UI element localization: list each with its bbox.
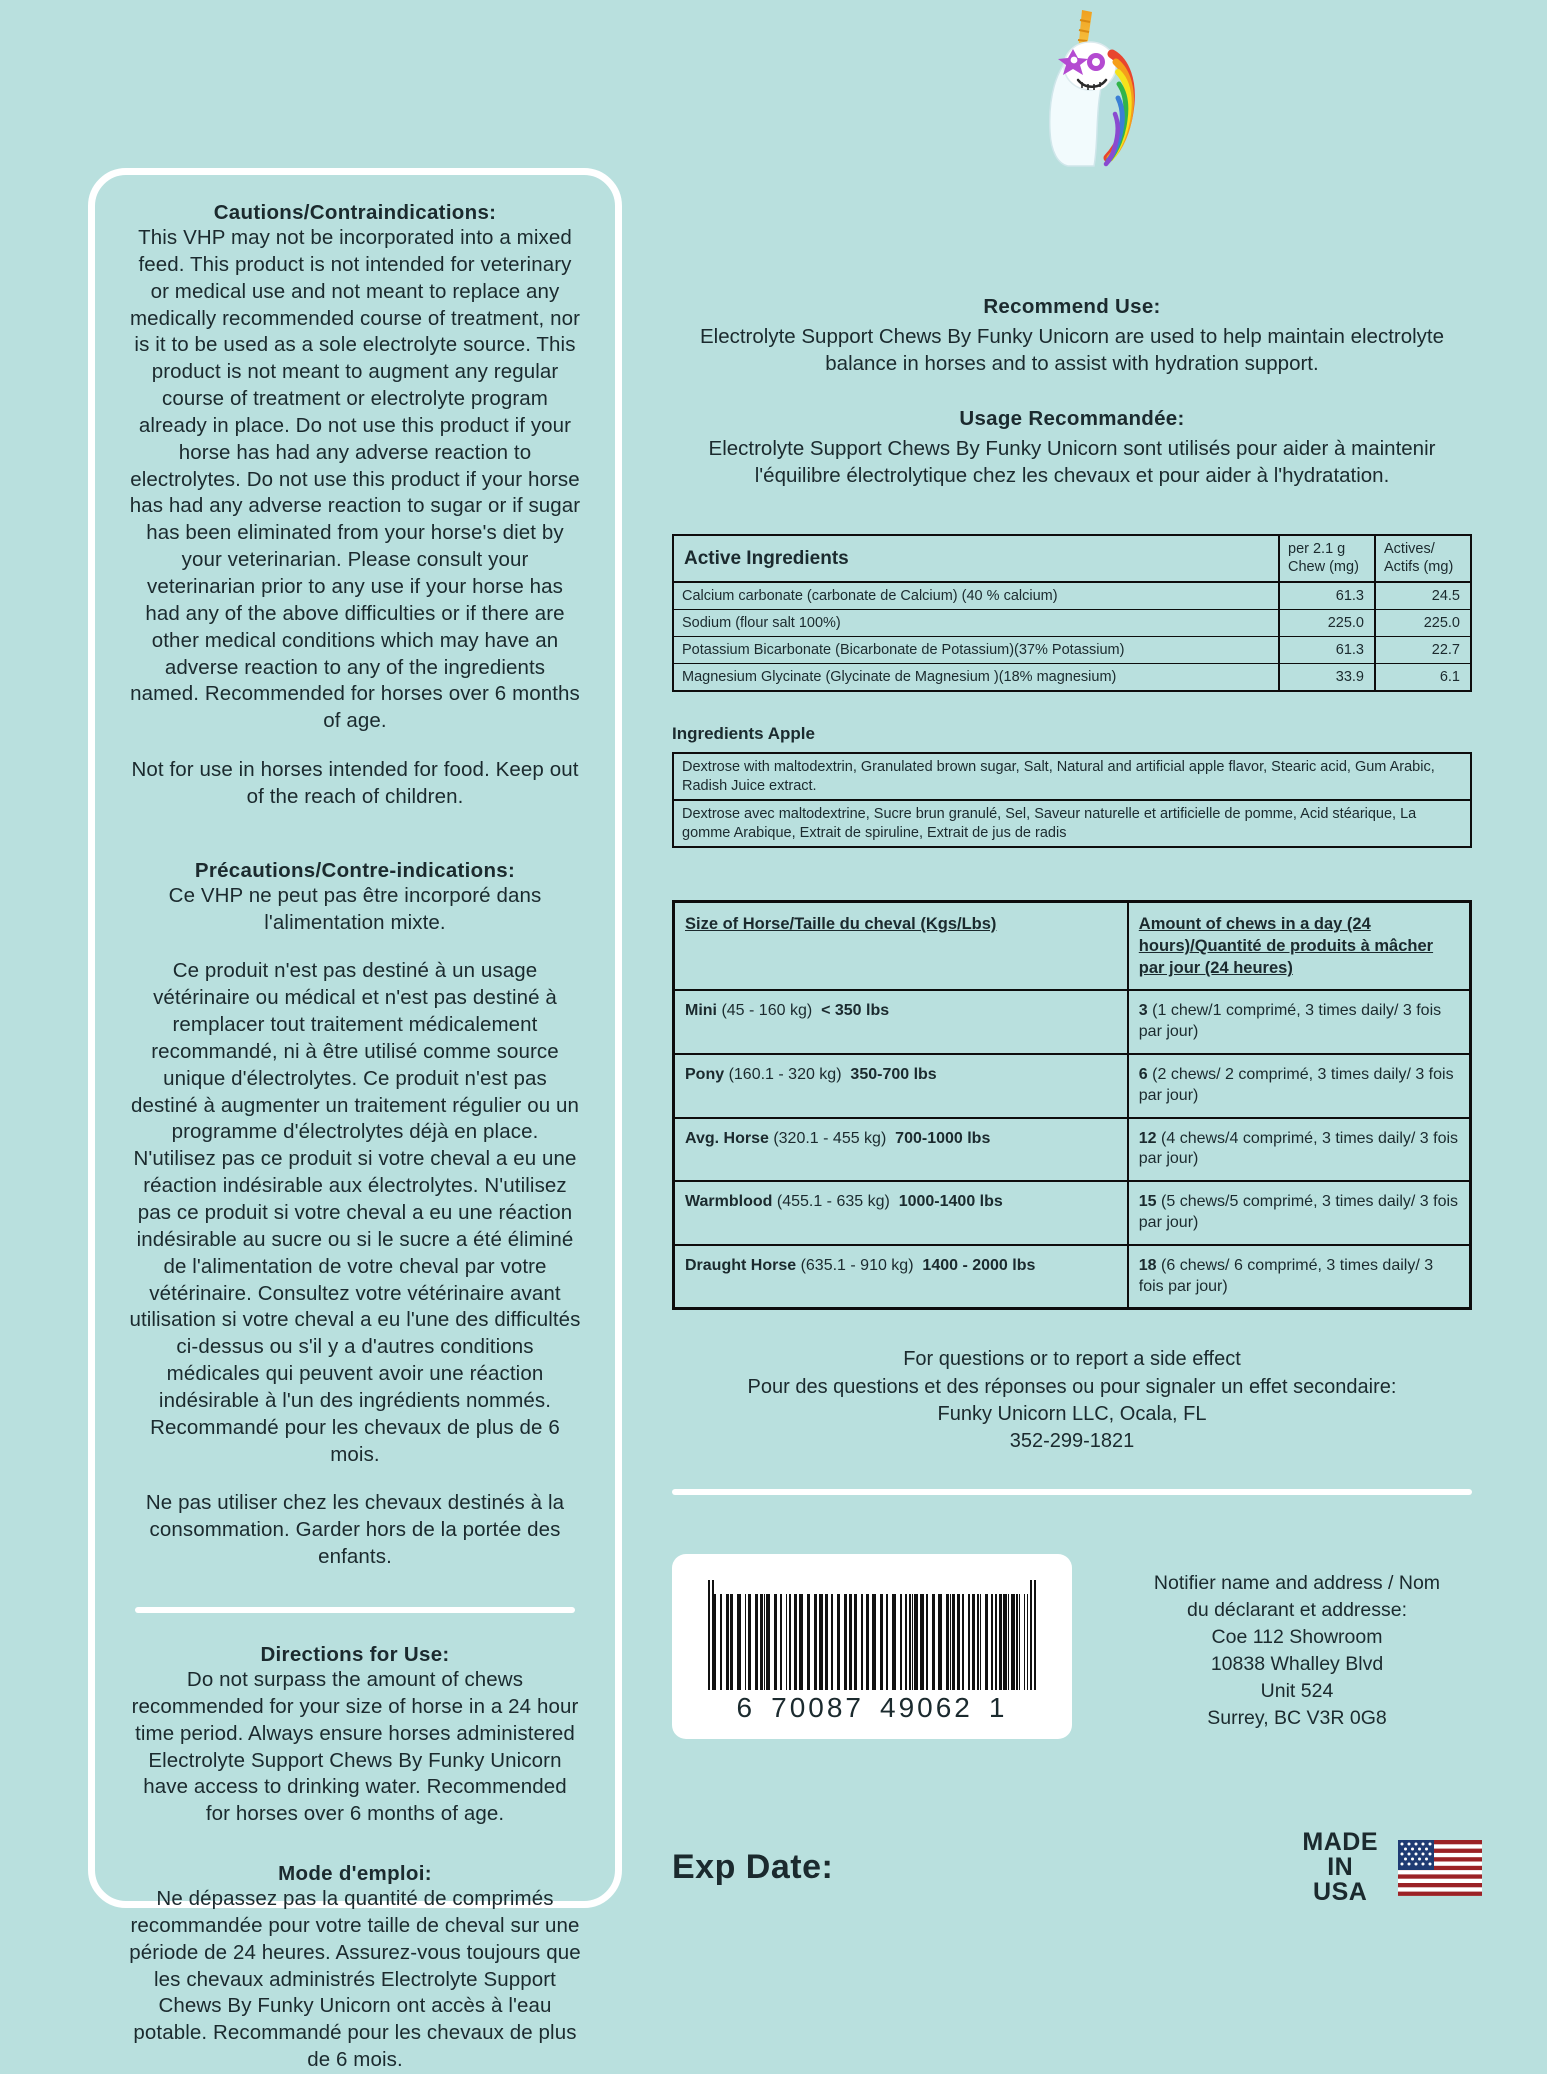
mode-emploi-heading: Mode d'emploi: — [278, 1862, 432, 1886]
made-in-usa-block — [1302, 1830, 1482, 1905]
unicorn-logo — [1020, 6, 1150, 171]
notifier-line-3: Unit 524 — [1260, 1679, 1334, 1702]
chew-amount-cell — [1128, 1118, 1471, 1182]
chew-amount-cell — [1128, 1181, 1471, 1245]
ingredient-actives: 225.0 — [1375, 609, 1471, 636]
ingredients-english: Dextrose with maltodextrin, Granulated brown sugar, Salt, Natural and artificial apple flavor, Stearic acid, Gum Arabic, Radish Juice extract. — [673, 753, 1471, 800]
size-of-horse-header: Size of Horse/Taille du cheval (Kgs/Lbs) — [674, 902, 1128, 991]
table-row — [674, 1118, 1471, 1182]
chew-amount-cell — [1128, 1245, 1471, 1309]
horse-size-lbs: 350-700 lbs — [850, 1066, 937, 1084]
barcode-card — [672, 1554, 1072, 1739]
ingredient-actives: 22.7 — [1375, 636, 1471, 663]
table-header-row — [674, 902, 1471, 991]
chew-amount-cell — [1128, 990, 1471, 1054]
footer-row — [672, 1830, 1482, 1905]
chew-amount-detail: (6 chews/ 6 comprimé, 3 times daily/ 3 fois par jour) — [1138, 1256, 1434, 1295]
table-row — [673, 636, 1471, 663]
recommend-use-block — [672, 295, 1472, 377]
ingredient-name: Sodium (flour salt 100%) — [673, 609, 1279, 636]
chew-amount-number: 15 — [1138, 1193, 1157, 1211]
notifier-heading-1: Notifier name and address / Nom — [1153, 1572, 1441, 1594]
table-row — [673, 753, 1471, 800]
barcode-digit-group: 6 — [736, 1691, 756, 1723]
actives-header: Actives/ Actifs (mg) — [1375, 535, 1471, 582]
cautions-note: Not for use in horses intended for food. Keep out of the reach of children. — [131, 758, 579, 808]
right-content-column — [672, 295, 1472, 1495]
notifier-block — [1112, 1554, 1482, 1731]
chew-amount-number: 6 — [1138, 1066, 1148, 1084]
usage-recommandee-block — [672, 407, 1472, 489]
horse-size-lbs: 1400 - 2000 lbs — [922, 1256, 1036, 1274]
barcode-notifier-row — [672, 1554, 1482, 1739]
horse-size-cell — [674, 1054, 1128, 1118]
horse-size-cell — [674, 1118, 1128, 1182]
ingredients-table — [672, 752, 1472, 848]
made-line-1: MADE — [1302, 1828, 1378, 1856]
table-row — [673, 609, 1471, 636]
amount-of-chews-header: Amount of chews in a day (24 hours)/Quantité de produits à mâcher par jour (24 heures) — [1128, 902, 1471, 991]
unicorn-icon — [1020, 6, 1150, 171]
notifier-heading-2: du déclarant et addresse: — [1186, 1598, 1408, 1621]
chew-amount-number: 18 — [1138, 1256, 1157, 1274]
contact-phone: 352-299-1821 — [1009, 1430, 1135, 1453]
panel-divider — [135, 1607, 575, 1613]
ingredient-name: Calcium carbonate (carbonate de Calcium) (40 % calcium) — [673, 582, 1279, 610]
left-info-panel — [88, 168, 622, 2072]
table-row — [674, 1054, 1471, 1118]
table-row — [673, 582, 1471, 610]
contact-line-3: Funky Unicorn LLC, Ocala, FL — [937, 1402, 1207, 1425]
ingredient-per-chew: 61.3 — [1279, 636, 1375, 663]
usa-flag-icon — [1398, 1840, 1482, 1896]
active-ingredients-title: Active Ingredients — [673, 535, 1279, 582]
horse-size-label: Avg. Horse — [685, 1129, 769, 1147]
horse-size-label: Warmblood — [685, 1193, 773, 1211]
ingredient-name: Potassium Bicarbonate (Bicarbonate de Potassium)(37% Potassium) — [673, 636, 1279, 663]
footer-divider — [672, 1489, 1472, 1495]
contact-line-2: Pour des questions et des réponses ou pour signaler un effet secondaire: — [747, 1375, 1397, 1398]
ingredient-per-chew: 61.3 — [1279, 582, 1375, 610]
chew-amount-detail: (2 chews/ 2 comprimé, 3 times daily/ 3 fois par jour) — [1138, 1066, 1454, 1104]
table-row — [674, 990, 1471, 1054]
horse-size-label: Draught Horse — [685, 1256, 797, 1274]
horse-size-kg: (320.1 - 455 kg) — [773, 1129, 887, 1147]
recommend-use-heading: Recommend Use: — [983, 295, 1161, 318]
horse-size-kg: (635.1 - 910 kg) — [800, 1256, 914, 1274]
usage-recommandee-body: Electrolyte Support Chews By Funky Unicorn sont utilisés pour aider à maintenir l'équilibre électrolytique chez les chevaux et pour aider à l'hydratation. — [708, 437, 1436, 488]
made-in-usa-text — [1302, 1830, 1378, 1905]
horse-size-kg: (45 - 160 kg) — [721, 1002, 813, 1020]
precautions-body-2: Ce produit n'est pas destiné à un usage vétérinaire ou médical et n'est pas destiné à remplacer tout traitement médicalement recommandé, ni à être utilisé comme source unique d'électrolytes. Ce produit n'est pas destiné à augmenter un traitement régulier ou un programme d'électrolytes déjà en place. N'utilisez pas ce produit si votre cheval a eu une réaction indésirable aux électrolytes. N'utilisez pas ce produit si votre cheval a eu une réaction indésirable au sucre ou si le sucre a été éliminé de l'alimentation de votre cheval par votre vétérinaire. Consultez votre vétérinaire avant utilisation si votre cheval a eu l'une des difficultés ci-dessus ou s'il y a d'autres conditions médicales qui peuvent avoir une réaction indésirable à l'un des ingrédients nommés. Recommandé pour les chevaux de plus de 6 mois. — [129, 959, 581, 1466]
per-chew-header: per 2.1 g Chew (mg) — [1279, 535, 1375, 582]
usage-recommandee-heading: Usage Recommandée: — [959, 407, 1185, 431]
ingredients-french: Dextrose avec maltodextrine, Sucre brun granulé, Sel, Saveur naturelle et artificielle de pomme, Acid stéarique, La gomme Arabique, Extrait de spiruline, Extrait de jus de radis — [682, 806, 1417, 841]
horse-size-cell — [674, 1181, 1128, 1245]
chew-amount-detail: (5 chews/5 comprimé, 3 times daily/ 3 fois par jour) — [1138, 1193, 1459, 1232]
cautions-body: This VHP may not be incorporated into a mixed feed. This product is not intended for veterinary or medical use and not meant to replace any medically recommended course of treatment, nor is it to be used as a sole electrolyte source. This product is not meant to augment any regular course of treatment or electrolyte program already in place. Do not use this product if your horse has had any adverse reaction to electrolytes. Do not use this product if your horse has had any adverse reaction to sugar or if sugar has been eliminated from your horse's diet by your veterinarian. Please consult your veterinarian prior to any use if your horse has had any of the above difficulties or if there are other medical conditions which may have an adverse reaction to any of the ingredients named. Recommended for horses over 6 months of age. — [129, 226, 581, 733]
made-line-3: USA — [1313, 1878, 1368, 1906]
ingredient-actives: 24.5 — [1375, 582, 1471, 610]
chew-amount-number: 3 — [1138, 1002, 1148, 1020]
notifier-line-2: 10838 Whalley Blvd — [1210, 1652, 1384, 1675]
table-header-row — [673, 535, 1471, 582]
barcode-digit-group: 49062 — [880, 1691, 973, 1723]
horse-size-cell — [674, 990, 1128, 1054]
active-ingredients-table — [672, 534, 1472, 692]
cautions-heading: Cautions/Contraindications: — [213, 201, 497, 224]
barcode-digits — [737, 1692, 1008, 1724]
horse-size-kg: (160.1 - 320 kg) — [728, 1066, 842, 1084]
contact-line-1: For questions or to report a side effect — [903, 1348, 1241, 1371]
table-row — [673, 800, 1471, 847]
ingredient-per-chew: 33.9 — [1279, 663, 1375, 691]
directions-body: Do not surpass the amount of chews recommended for your size of horse in a 24 hour time period. Always ensure horses administered Electrolyte Support Chews By Funky Unicorn have access to drinking water. Recommended for horses over 6 months of age. — [131, 1667, 579, 1826]
table-row — [674, 1245, 1471, 1309]
chew-amount-detail: (4 chews/4 comprimé, 3 times daily/ 3 fois par jour) — [1138, 1129, 1459, 1168]
precautions-note: Ne pas utiliser chez les chevaux destinés à la consommation. Garder hors de la portée des enfants. — [145, 1491, 565, 1569]
table-row — [674, 1181, 1471, 1245]
ingredient-name: Magnesium Glycinate (Glycinate de Magnesium )(18% magnesium) — [673, 663, 1279, 691]
ingredients-title: Ingredients Apple — [672, 723, 815, 743]
table-row — [673, 663, 1471, 691]
recommend-use-body: Electrolyte Support Chews By Funky Unicorn are used to help maintain electrolyte balance in horses and to assist with hydration support. — [699, 325, 1445, 376]
chew-amount-detail: (1 chew/1 comprimé, 3 times daily/ 3 fois par jour) — [1138, 1002, 1442, 1041]
exp-date-label: Exp Date: — [672, 1848, 834, 1886]
mode-emploi-body: Ne dépassez pas la quantité de comprimés recommandée pour votre taille de cheval sur une période de 24 heures. Assurez-vous toujours que les chevaux administrés Electrolyte Support Chews By Funky Unicorn ont accès à l'eau potable. Recommandé pour les chevaux de plus de 6 mois. — [129, 1887, 581, 2072]
horse-size-lbs: < 350 lbs — [821, 1002, 890, 1020]
ingredient-actives: 6.1 — [1375, 663, 1471, 691]
contact-block — [672, 1346, 1472, 1455]
horse-size-lbs: 1000-1400 lbs — [898, 1193, 1003, 1211]
precautions-heading: Précautions/Contre-indications: — [194, 858, 516, 882]
horse-size-kg: (455.1 - 635 kg) — [776, 1193, 890, 1211]
barcode-digit-group: 70087 — [771, 1691, 864, 1723]
made-line-2: IN — [1327, 1853, 1354, 1881]
barcode-bars — [708, 1580, 1036, 1690]
dosage-table — [672, 900, 1472, 1310]
notifier-line-1: Coe 112 Showroom — [1211, 1625, 1383, 1648]
chew-amount-cell — [1128, 1054, 1471, 1118]
horse-size-label: Mini — [685, 1002, 717, 1020]
horse-size-label: Pony — [685, 1066, 725, 1084]
horse-size-cell — [674, 1245, 1128, 1309]
chew-amount-number: 12 — [1138, 1129, 1157, 1147]
directions-heading: Directions for Use: — [260, 1642, 450, 1666]
barcode-digit-group: 1 — [988, 1691, 1008, 1723]
notifier-line-4: Surrey, BC V3R 0G8 — [1207, 1706, 1387, 1729]
precautions-body-1: Ce VHP ne peut pas être incorporé dans l'alimentation mixte. — [168, 883, 542, 934]
horse-size-lbs: 700-1000 lbs — [895, 1129, 991, 1147]
ingredient-per-chew: 225.0 — [1279, 609, 1375, 636]
